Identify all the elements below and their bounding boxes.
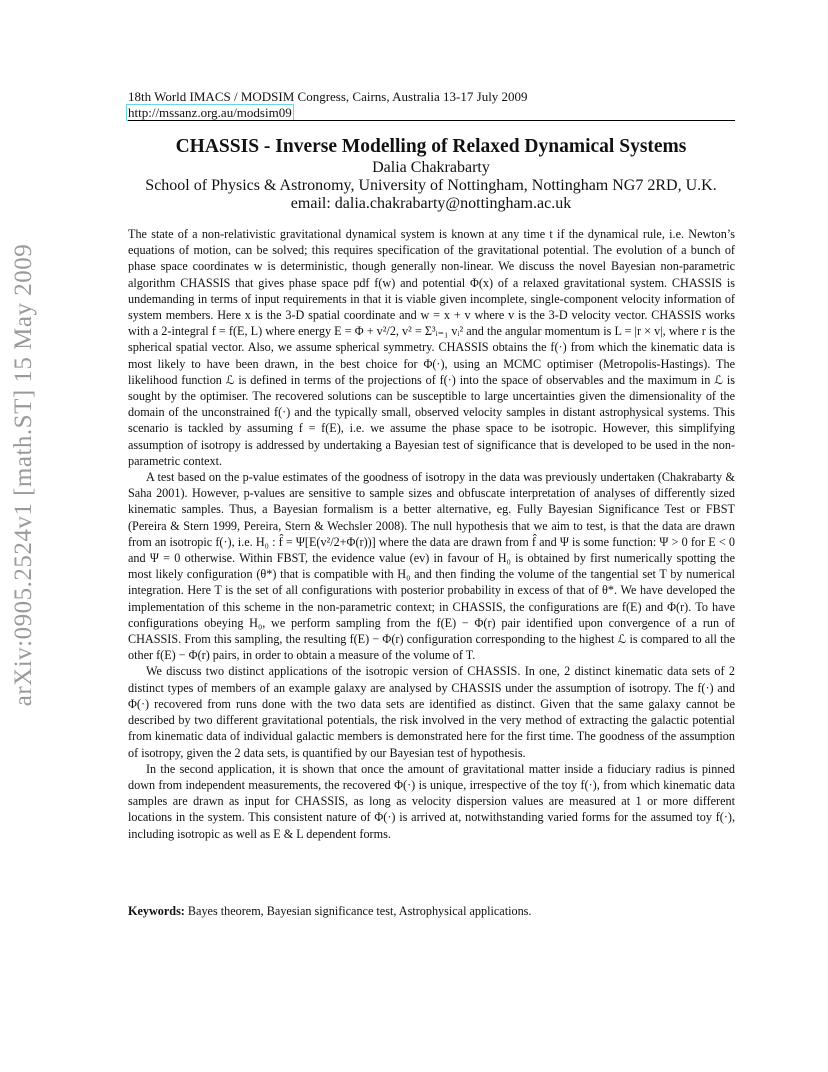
abstract [128, 226, 735, 842]
conference-url-link[interactable]: http://mssanz.org.au/modsim09 [128, 105, 292, 120]
keywords-label: Keywords: [128, 904, 185, 918]
abstract-paragraph: We discuss two distinct applications of the isotropic version of CHASSIS. In one, 2 distinct kinematic data sets of 2 distinct types of members of an example galaxy are analysed by CHASSIS under the assumption of isotropy. The f(·) and Φ(·) recovered from runs done with the two data sets are identified as distinct. Given that the same galaxy cannot be described by two different gravitational potentials, the risk involved in the very method of extracting the galactic potential from kinematic data of individual galactic members is demonstrated here for the first time. The goodness of the assumption of isotropy, given the 2 data sets, is quantified by our Bayesian test of hypothesis. [128, 664, 735, 760]
arxiv-id: arXiv:0905.2524v1 [math.ST] 15 May 2009 [10, 243, 37, 707]
author-affiliation: School of Physics & Astronomy, University of Nottingham, Nottingham NG7 2RD, U.K. [145, 177, 717, 194]
abstract-paragraph: In the second application, it is shown that once the amount of gravitational matter inside a fiduciary radius is pinned down from independent measurements, the recovered Φ(·) is unique, irrespective of the toy f(·), from which kinematic data samples are drawn as input for CHASSIS, as long as velocity dispersion values are measured at 1 or more different locations in the system. This consistent nature of Φ(·) is arrived at, notwithstanding varied forms for the assumed toy f(·), including isotropic as well as E & L dependent forms. [128, 761, 735, 841]
keywords-text: Bayes theorem, Bayesian significance test, Astrophysical applications. [184, 904, 532, 918]
title-block [110, 135, 752, 213]
abstract-paragraph: A test based on the p-value estimates of the goodness of isotropy in the data was previously undertaken (Chakrabarty & Saha 2001). However, p-values are sensitive to sample sizes and obfuscate interpretation of analyses of differently sized kinematic samples. Thus, a Bayesian formalism is a better alternative, eg. Fully Bayesian Significance Test or FBST (Pereira & Stern 1999, Pereira, Stern & Wechsler 2008). The null hypothesis that we aim to test, is that the data are drawn from an isotropic f(·), i.e. H₀ : f̂ = Ψ[E(v²/2+Φ(r))] where the data are drawn from f̂ and Ψ is some function: Ψ > 0 for E < 0 and Ψ = 0 otherwise. Within FBST, the evidence value (ev) in favour of H₀ is obtained by first numerically spotting the most likely configuration (θ*) that is compatible with H₀ and then finding the volume of the tangential set T by numerical integration. Here T is the set of all configurations with posterior probability in excess of that of θ*. We have developed the implementation of this scheme in the non-parametric context; in CHASSIS, the configurations are f(E) and Φ(r). To have configurations obeying H₀, we perform sampling from the f(E) − Φ(r) pair identified upon convergence of a run of CHASSIS. From this sampling, the resulting f(E) − Φ(r) configuration corresponding to the highest ℒ is compared to all the other f(E) − Φ(r) pairs, in order to obtain a measure of the volume of T. [128, 470, 735, 663]
conference-name: 18th World IMACS / MODSIM Congress, Cairns, Australia 13-17 July 2009 [128, 89, 528, 104]
keywords [128, 904, 531, 919]
author-name: Dalia Chakrabarty [372, 159, 490, 176]
author-email: email: dalia.chakrabarty@nottingham.ac.uk [290, 195, 572, 212]
paper-title: CHASSIS - Inverse Modelling of Relaxed Dynamical Systems [175, 136, 687, 157]
abstract-paragraph: The state of a non-relativistic gravitational dynamical system is known at any time t if the dynamical rule, i.e. Newton’s equations of motion, can be solved; this requires specification of the gravitational potential. The evolution of a bunch of phase space coordinates w is deterministic, though generally non-linear. We discuss the novel Bayesian non-parametric algorithm CHASSIS that gives phase space pdf f(w) and potential Φ(x) of a relaxed gravitational system. CHASSIS is undemanding in terms of input requirements in that it is viable given incomplete, single-component velocity information of system members. Here x is the 3-D spatial coordinate and w = x + v where v is the 3-D velocity vector. CHASSIS works with a 2-integral f = f(E, L) where energy E = Φ + v²/2, v² = Σ³ᵢ₌₁ vᵢ² and the angular momentum is L = |r × v|, where r is the spherical spatial vector. Also, we assume spherical symmetry. CHASSIS obtains the f(·) from which the kinematic data is most likely to have been drawn, in the best choice for Φ(·), using an MCMC optimiser (Metropolis-Hastings). The likelihood function ℒ is defined in terms of the projections of f(·) into the space of observables and the maximum in ℒ is sought by the optimiser. The recovered solutions can be susceptible to large uncertainties given the dimensionality of the domain of the unconstrained f(·) and the typically small, observed velocity samples in distant astrophysical systems. This scenario is tackled by assuming f = f(E), i.e. we assume the phase space to be isotropic. However, this simplifying assumption of isotropy is addressed by undertaking a Bayesian test of significance that is developed to be used in the non-parametric context. [128, 227, 735, 468]
arxiv-sidebar-stamp [4, 240, 44, 710]
conference-header [128, 89, 528, 121]
header-divider [128, 120, 735, 121]
